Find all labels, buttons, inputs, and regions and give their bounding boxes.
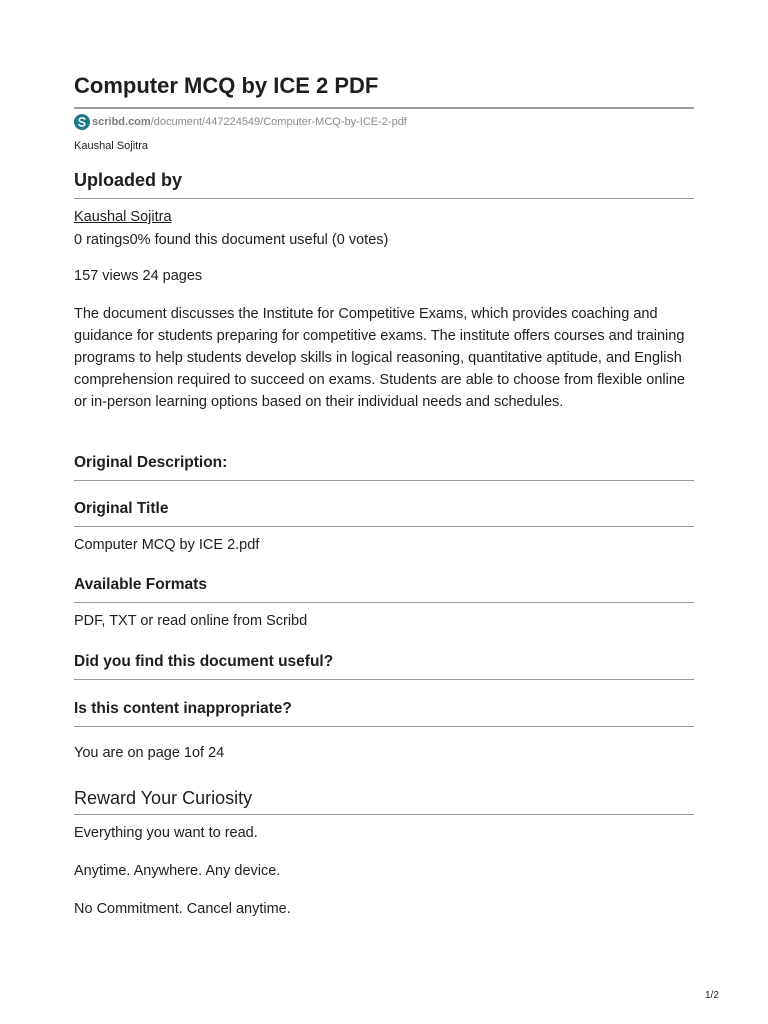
original-description-section (74, 452, 694, 481)
uploaded-by-heading: Uploaded by (74, 170, 183, 190)
original-title-divider (74, 526, 694, 527)
reward-line-3: No Commitment. Cancel anytime. (74, 901, 291, 917)
available-formats-divider (74, 602, 694, 603)
available-formats-value: PDF, TXT or read online from Scribd (74, 613, 308, 629)
views-pages-text: 157 views 24 pages (74, 268, 203, 284)
reward-line-2: Anytime. Anywhere. Any device. (74, 863, 281, 879)
inappropriate-heading: Is this content inappropriate? (74, 700, 292, 717)
document-title: Computer MCQ by ICE 2 PDF (74, 73, 379, 98)
useful-heading: Did you find this document useful? (74, 653, 334, 670)
source-link[interactable] (74, 113, 407, 131)
page-number: 1/2 (705, 990, 719, 1001)
available-formats-section (74, 574, 694, 603)
reward-section (74, 786, 694, 815)
useful-divider (74, 679, 694, 680)
inappropriate-section (74, 698, 694, 727)
original-description-divider (74, 480, 694, 481)
ratings-text: 0 ratings0% found this document useful (0 votes) (74, 232, 389, 248)
available-formats-heading: Available Formats (74, 576, 207, 593)
original-description-heading: Original Description: (74, 454, 228, 471)
reward-line-1: Everything you want to read. (74, 825, 258, 841)
author-name: Kaushal Sojitra (74, 140, 148, 152)
uploader-name[interactable]: Kaushal Sojitra (74, 209, 172, 225)
inappropriate-divider (74, 726, 694, 727)
page-position-text: You are on page 1of 24 (74, 745, 225, 761)
original-title-section (74, 498, 694, 527)
title-divider (74, 107, 694, 109)
reward-divider (74, 814, 694, 815)
original-title-heading: Original Title (74, 500, 169, 517)
useful-section (74, 651, 694, 680)
reward-heading: Reward Your Curiosity (74, 788, 253, 808)
original-title-value: Computer MCQ by ICE 2.pdf (74, 537, 260, 553)
uploader-link[interactable] (74, 206, 694, 228)
source-path: /document/447224549/Computer-MCQ-by-ICE-2-pdf (150, 116, 407, 128)
uploaded-by-section (74, 168, 694, 199)
document-summary: The document discusses the Institute for Competitive Exams, which provides coaching and guidance for students preparing for competitive exams. The institute offers courses and training programs to help students develop skills in logical reasoning, quantitative aptitude, and English comprehension required to succeed on exams. Students are able to choose from flexible online or in-person learning options based on their individual needs and schedules. (74, 306, 685, 410)
source-domain: scribd.com (92, 116, 151, 128)
uploaded-by-divider (74, 198, 694, 199)
scribd-logo-icon (74, 114, 90, 130)
